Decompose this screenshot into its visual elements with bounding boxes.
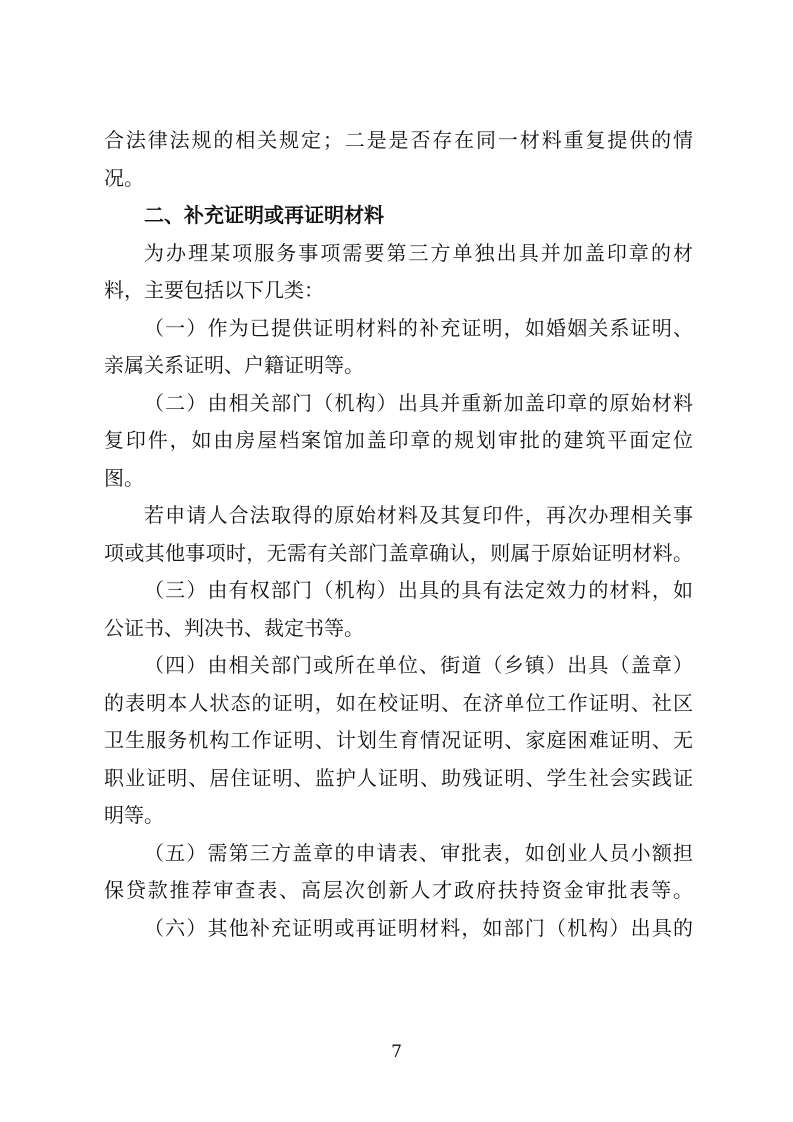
paragraph-line: 料，主要包括以下几类： xyxy=(104,278,324,302)
list-item-line: （一）作为已提供证明材料的补充证明，如婚姻关系证明、 xyxy=(144,315,693,340)
list-item-line: （六）其他补充证明或再证明材料，如部门（机构）出具的 xyxy=(144,915,693,940)
list-item-line: （三）由有权部门（机构）出具的具有法定效力的材料，如 xyxy=(144,578,693,602)
section-heading: 二、补充证明或再证明材料 xyxy=(144,203,384,227)
paragraph-line: 项或其他事项时，无需有关部门盖章确认，则属于原始证明材料。 xyxy=(104,540,693,565)
list-item-line: 公证书、判决书、裁定书等。 xyxy=(104,615,364,640)
list-item-line: 卫生服务机构工作证明、计划生育情况证明、家庭困难证明、无 xyxy=(104,728,693,752)
list-item-line: 保贷款推荐审查表、高层次创新人才政府扶持资金审批表等。 xyxy=(104,878,693,902)
list-item-line: 职业证明、居住证明、监护人证明、助残证明、学生社会实践证 xyxy=(104,765,693,790)
page-number: 7 xyxy=(391,1042,402,1062)
paragraph-line: 合法律法规的相关规定；二是是否存在同一材料重复提供的情 xyxy=(104,128,693,152)
paragraph-line: 为办理某项服务事项需要第三方单独出具并加盖印章的材 xyxy=(144,240,693,265)
paragraph-line: 况。 xyxy=(104,165,144,190)
list-item-line: 亲属关系证明、户籍证明等。 xyxy=(104,353,364,377)
body-text xyxy=(104,122,693,947)
list-item-line: （二）由相关部门（机构）出具并重新加盖印章的原始材料 xyxy=(144,390,693,415)
paragraph-line: 若申请人合法取得的原始材料及其复印件，再次办理相关事 xyxy=(144,503,693,527)
list-item-line: 复印件，如由房屋档案馆加盖印章的规划审批的建筑平面定位 xyxy=(104,428,693,452)
list-item-line: 明等。 xyxy=(104,803,164,827)
list-item-line: 的表明本人状态的证明，如在校证明、在济单位工作证明、社区 xyxy=(104,690,693,715)
list-item-line: （四）由相关部门或所在单位、街道（乡镇）出具（盖章） xyxy=(144,653,693,677)
list-item-line: 图。 xyxy=(104,465,144,490)
list-item-line: （五）需第三方盖章的申请表、审批表，如创业人员小额担 xyxy=(144,840,693,865)
